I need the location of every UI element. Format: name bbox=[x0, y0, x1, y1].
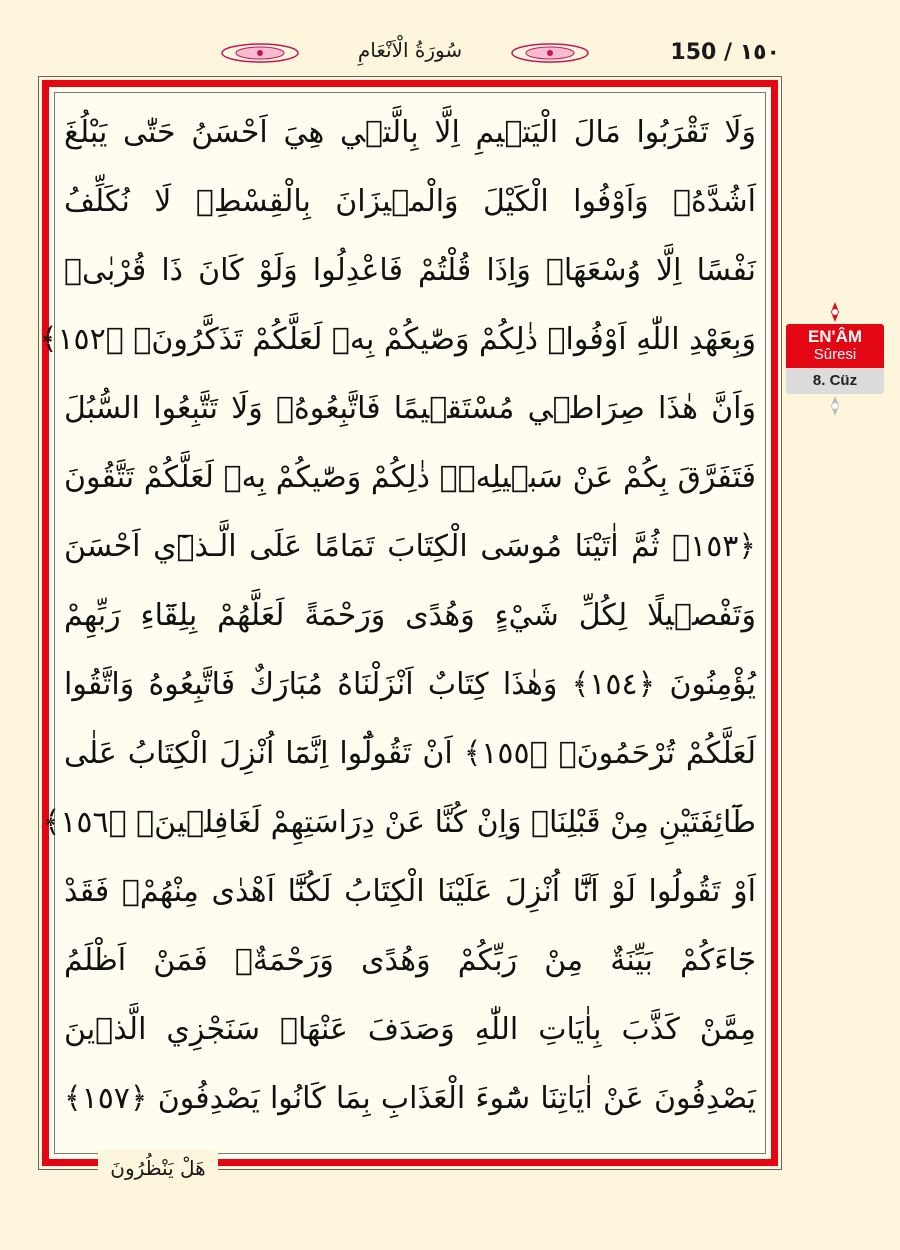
right-header-ornament-icon bbox=[510, 42, 590, 64]
text-line: يَصْدِفُونَ عَنْ اٰيَاتِنَا سُٓوءَ الْعَذَابِ بِمَا كَانُوا يَصْدِفُونَ ﴿١٥٧﴾ bbox=[64, 1081, 756, 1116]
page-header bbox=[40, 30, 780, 80]
quran-text-block bbox=[39, 98, 756, 1133]
text-line: وَلَا تَقْرَبُوا مَالَ الْيَت۪يمِ اِلَّا بِالَّت۪ي هِيَ اَحْسَنُ حَتّٰى يَبْلُغَ bbox=[64, 115, 756, 150]
surah-tab-sub: Sûresi bbox=[813, 346, 857, 363]
text-line: وَتَفْص۪يلًا لِكُلِّ شَيْءٍ وَهُدًى وَرَحْمَةً لَعَلَّهُمْ بِلِقَٓاءِ رَبِّهِمْ bbox=[64, 598, 756, 633]
left-header-ornament-icon bbox=[220, 42, 300, 64]
surah-tab-label bbox=[786, 324, 884, 368]
text-line: ﴿١٥٣﴾ ثُمَّ اٰتَيْنَا مُوسَى الْكِتَابَ تَمَامًا عَلَى الَّـذ۪ٓي اَحْسَنَ bbox=[64, 529, 756, 564]
text-line: وَاَنَّ هٰذَا صِرَاط۪ي مُسْتَق۪يمًا فَاتَّبِعُوهُۚ وَلَا تَتَّبِعُوا السُّبُلَ bbox=[64, 391, 756, 426]
text-line: اَوْ تَقُولُوا لَوْ اَنَّٓا اُنْزِلَ عَلَيْنَا الْكِتَابُ لَكُنَّٓا اَهْدٰى مِنْهُمْۚ فَقَدْ bbox=[64, 874, 756, 909]
text-line: فَتَفَرَّقَ بِكُمْ عَنْ سَب۪يلِه۪ۜ ذٰلِكُمْ وَصّٰيكُمْ بِه۪ لَعَلَّكُمْ تَتَّقُونَ bbox=[64, 460, 756, 495]
text-line: يُؤْمِنُونَ ﴿١٥٤﴾ وَهٰذَا كِتَابٌ اَنْزَلْنَاهُ مُبَارَكٌ فَاتَّبِعُوهُ وَاتَّقُوا bbox=[64, 667, 756, 702]
surah-tab-name: EN'ÂM bbox=[807, 327, 863, 346]
text-line: اَشُدَّهُۚ وَاَوْفُوا الْكَيْلَ وَالْم۪يزَانَ بِالْقِسْطِۚ لَا نُكَلِّفُ bbox=[64, 184, 756, 219]
text-line: مِمَّنْ كَذَّبَ بِاٰيَاتِ اللّٰهِ وَصَدَفَ عَنْهَاۜ سَنَجْزِي الَّذ۪ينَ bbox=[64, 1012, 756, 1047]
surah-tab[interactable] bbox=[786, 300, 884, 418]
text-line: وَبِعَهْدِ اللّٰهِ اَوْفُواۜ ذٰلِكُمْ وَصّٰيكُمْ بِه۪ لَعَلَّكُمْ تَذَكَّرُونَۙ ﴿١٥٢﴾ bbox=[39, 322, 756, 357]
catchword: هَلْ يَنْظُرُونَ bbox=[98, 1150, 218, 1186]
text-line: جَٓاءَكُمْ بَيِّنَةٌ مِنْ رَبِّكُمْ وَهُدًى وَرَحْمَةٌۚ فَمَنْ اَظْلَمُ bbox=[64, 943, 756, 978]
page-number: 150 / ١٥٠ bbox=[670, 40, 780, 65]
surah-title: سُورَةُ الْاَنْعَامِ bbox=[357, 38, 463, 62]
tab-top-ornament-icon bbox=[823, 300, 847, 324]
text-line: لَعَلَّكُمْ تُرْحَمُونَۙ ﴿١٥٥﴾ اَنْ تَقُولُٓوا اِنَّمَٓا اُنْزِلَ الْكِتَابُ عَلٰى bbox=[64, 736, 756, 771]
text-line: نَفْسًا اِلَّا وُسْعَهَاۚ وَاِذَا قُلْتُمْ فَاعْدِلُوا وَلَوْ كَانَ ذَا قُرْبٰىۚ bbox=[64, 253, 756, 288]
juz-label: 8. Cüz bbox=[786, 368, 884, 394]
text-line: طَٓائِفَتَيْنِ مِنْ قَبْلِنَاۖ وَاِنْ كُنَّا عَنْ دِرَاسَتِهِمْ لَغَافِل۪ينَۙ ﴿١٥٦﴾ bbox=[42, 805, 756, 840]
tab-bottom-ornament-icon bbox=[823, 394, 847, 418]
